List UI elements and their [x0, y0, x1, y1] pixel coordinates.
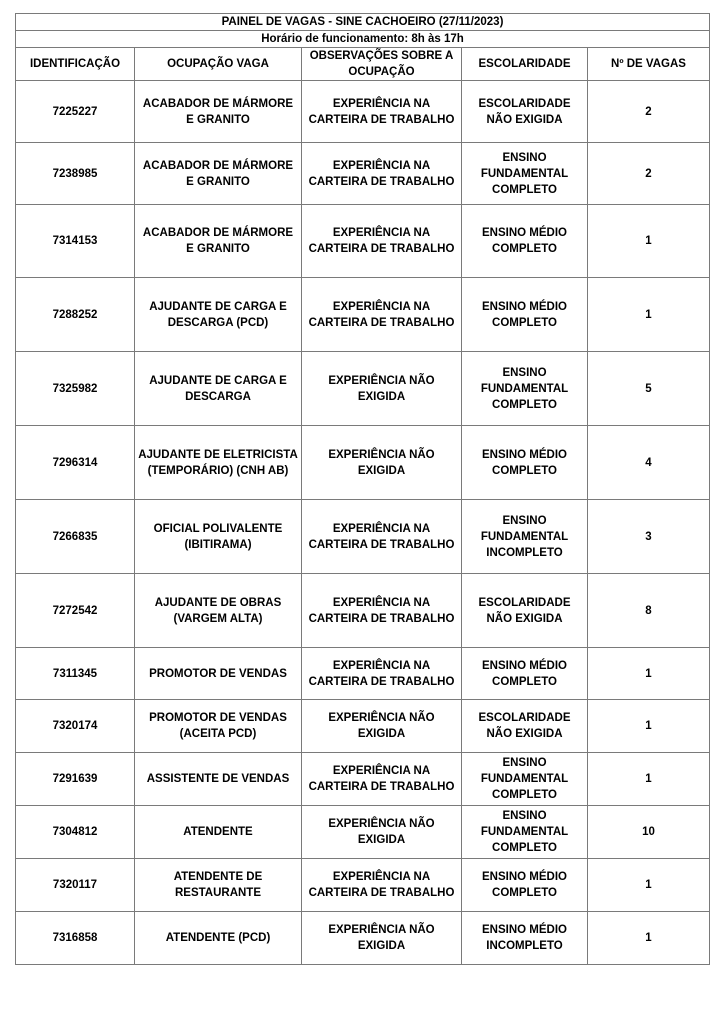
- schooling: ENSINO MÉDIO COMPLETO: [462, 426, 588, 500]
- job-id: 7296314: [16, 426, 135, 500]
- job-id: 7266835: [16, 500, 135, 574]
- table-row: [16, 859, 710, 912]
- job-id: 7304812: [16, 806, 135, 859]
- occupation-notes: EXPERIÊNCIA NA CARTEIRA DE TRABALHO: [302, 648, 462, 700]
- vacancy-count: 1: [588, 859, 710, 912]
- vacancy-count: 1: [588, 753, 710, 806]
- schooling: ENSINO MÉDIO INCOMPLETO: [462, 912, 588, 965]
- schooling: ENSINO FUNDAMENTAL INCOMPLETO: [462, 500, 588, 574]
- occupation-notes: EXPERIÊNCIA NA CARTEIRA DE TRABALHO: [302, 574, 462, 648]
- table-row: [16, 648, 710, 700]
- vacancy-count: 1: [588, 205, 710, 278]
- vacancy-count: 4: [588, 426, 710, 500]
- vacancy-count: 2: [588, 81, 710, 143]
- occupation: OFICIAL POLIVALENTE (IBITIRAMA): [135, 500, 302, 574]
- occupation: AJUDANTE DE OBRAS (VARGEM ALTA): [135, 574, 302, 648]
- occupation: ACABADOR DE MÁRMORE E GRANITO: [135, 81, 302, 143]
- occupation-notes: EXPERIÊNCIA NÃO EXIGIDA: [302, 912, 462, 965]
- occupation: AJUDANTE DE CARGA E DESCARGA (PCD): [135, 278, 302, 352]
- table-row: [16, 806, 710, 859]
- header-observacoes: OBSERVAÇÕES SOBRE A OCUPAÇÃO: [302, 48, 462, 81]
- occupation-notes: EXPERIÊNCIA NA CARTEIRA DE TRABALHO: [302, 500, 462, 574]
- job-id: 7311345: [16, 648, 135, 700]
- table-row: [16, 574, 710, 648]
- vacancy-count: 8: [588, 574, 710, 648]
- job-id: 7272542: [16, 574, 135, 648]
- job-id: 7314153: [16, 205, 135, 278]
- occupation: AJUDANTE DE ELETRICISTA (TEMPORÁRIO) (CNH AB): [135, 426, 302, 500]
- job-id: 7238985: [16, 143, 135, 205]
- vacancy-count: 3: [588, 500, 710, 574]
- occupation-notes: EXPERIÊNCIA NA CARTEIRA DE TRABALHO: [302, 205, 462, 278]
- title-row: [16, 14, 710, 31]
- occupation: ASSISTENTE DE VENDAS: [135, 753, 302, 806]
- schooling: ENSINO MÉDIO COMPLETO: [462, 859, 588, 912]
- table-row: [16, 81, 710, 143]
- header-num-vagas: Nº DE VAGAS: [588, 48, 710, 81]
- occupation: ACABADOR DE MÁRMORE E GRANITO: [135, 143, 302, 205]
- occupation: ATENDENTE (PCD): [135, 912, 302, 965]
- occupation: ATENDENTE: [135, 806, 302, 859]
- occupation: ATENDENTE DE RESTAURANTE: [135, 859, 302, 912]
- schooling: ENSINO MÉDIO COMPLETO: [462, 648, 588, 700]
- occupation: PROMOTOR DE VENDAS: [135, 648, 302, 700]
- occupation-notes: EXPERIÊNCIA NÃO EXIGIDA: [302, 806, 462, 859]
- schooling: ESCOLARIDADE NÃO EXIGIDA: [462, 700, 588, 753]
- job-id: 7288252: [16, 278, 135, 352]
- occupation: ACABADOR DE MÁRMORE E GRANITO: [135, 205, 302, 278]
- header-row: [16, 48, 710, 81]
- occupation-notes: EXPERIÊNCIA NA CARTEIRA DE TRABALHO: [302, 859, 462, 912]
- table-row: [16, 700, 710, 753]
- job-id: 7316858: [16, 912, 135, 965]
- occupation-notes: EXPERIÊNCIA NÃO EXIGIDA: [302, 352, 462, 426]
- occupation-notes: EXPERIÊNCIA NA CARTEIRA DE TRABALHO: [302, 81, 462, 143]
- table-row: [16, 753, 710, 806]
- schooling: ENSINO MÉDIO COMPLETO: [462, 278, 588, 352]
- table-row: [16, 426, 710, 500]
- occupation-notes: EXPERIÊNCIA NA CARTEIRA DE TRABALHO: [302, 278, 462, 352]
- schooling: ENSINO MÉDIO COMPLETO: [462, 205, 588, 278]
- vacancy-count: 1: [588, 912, 710, 965]
- job-id: 7325982: [16, 352, 135, 426]
- table-row: [16, 205, 710, 278]
- occupation-notes: EXPERIÊNCIA NÃO EXIGIDA: [302, 426, 462, 500]
- occupation-notes: EXPERIÊNCIA NA CARTEIRA DE TRABALHO: [302, 753, 462, 806]
- table-row: [16, 143, 710, 205]
- table-row: [16, 352, 710, 426]
- vacancy-count: 2: [588, 143, 710, 205]
- occupation-notes: EXPERIÊNCIA NA CARTEIRA DE TRABALHO: [302, 143, 462, 205]
- vacancy-count: 1: [588, 648, 710, 700]
- job-id: 7225227: [16, 81, 135, 143]
- table-body: [16, 14, 710, 965]
- header-escolaridade: ESCOLARIDADE: [462, 48, 588, 81]
- occupation-notes: EXPERIÊNCIA NÃO EXIGIDA: [302, 700, 462, 753]
- job-vacancies-table: [15, 13, 710, 965]
- schooling: ENSINO FUNDAMENTAL COMPLETO: [462, 753, 588, 806]
- table-row: [16, 500, 710, 574]
- schooling: ENSINO FUNDAMENTAL COMPLETO: [462, 352, 588, 426]
- hours-row: [16, 31, 710, 48]
- vacancy-count: 1: [588, 278, 710, 352]
- vacancy-count: 10: [588, 806, 710, 859]
- header-identificacao: IDENTIFICAÇÃO: [16, 48, 135, 81]
- table-row: [16, 912, 710, 965]
- job-id: 7291639: [16, 753, 135, 806]
- schooling: ESCOLARIDADE NÃO EXIGIDA: [462, 81, 588, 143]
- job-id: 7320117: [16, 859, 135, 912]
- occupation: PROMOTOR DE VENDAS (ACEITA PCD): [135, 700, 302, 753]
- vacancy-count: 1: [588, 700, 710, 753]
- table-row: [16, 278, 710, 352]
- header-ocupacao: OCUPAÇÃO VAGA: [135, 48, 302, 81]
- page-title: PAINEL DE VAGAS - SINE CACHOEIRO (27/11/2023): [16, 14, 710, 31]
- schooling: ENSINO FUNDAMENTAL COMPLETO: [462, 143, 588, 205]
- occupation: AJUDANTE DE CARGA E DESCARGA: [135, 352, 302, 426]
- vacancy-count: 5: [588, 352, 710, 426]
- schooling: ENSINO FUNDAMENTAL COMPLETO: [462, 806, 588, 859]
- job-id: 7320174: [16, 700, 135, 753]
- schooling: ESCOLARIDADE NÃO EXIGIDA: [462, 574, 588, 648]
- opening-hours: Horário de funcionamento: 8h às 17h: [16, 31, 710, 48]
